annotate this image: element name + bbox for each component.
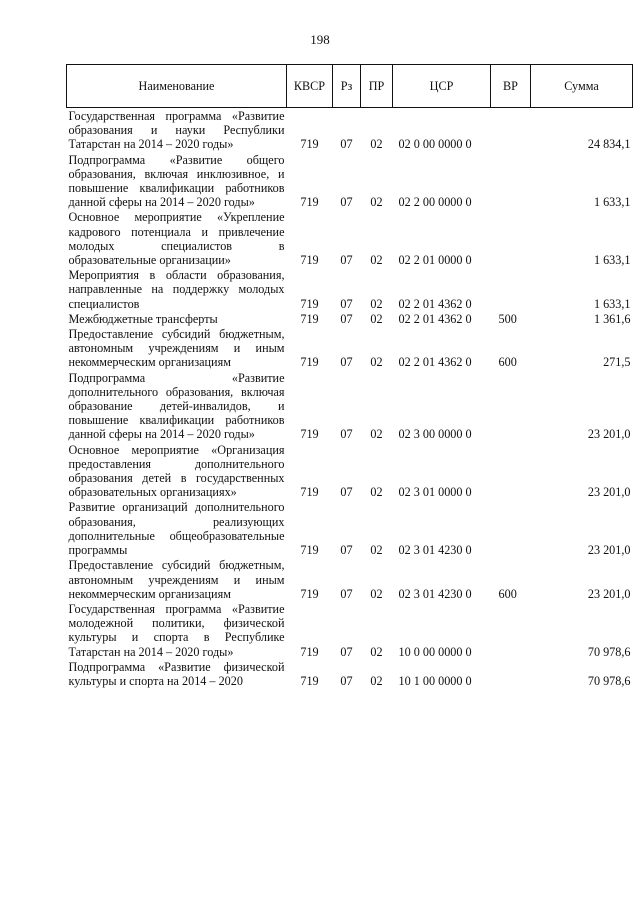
cell-csr: 02 2 01 4362 0 — [398, 311, 472, 326]
cell-vr — [491, 601, 531, 659]
cell-kvsr: 719 — [300, 485, 319, 500]
cell-sum: 23 201,0 — [587, 543, 631, 558]
cell-vr — [491, 370, 531, 442]
cell-name: Подпрограмма «Развитие общего образования, включая инклюзивное, и повышение квалификации работников данной сферы на 2014 – 2020 годы» — [68, 152, 285, 210]
cell-sum: 24 834,1 — [587, 137, 631, 152]
cell-kvsr: 719 — [300, 296, 319, 311]
cell-vr — [491, 152, 531, 210]
cell-pr: 02 — [370, 137, 383, 152]
cell-rz: 07 — [340, 253, 353, 268]
cell-kvsr: 719 — [300, 137, 319, 152]
cell-rz: 07 — [340, 586, 353, 601]
table-header-row — [67, 65, 633, 108]
table-row — [67, 209, 633, 267]
cell-name: Предоставление субсидий бюджетным, автономным учреждениям и иным некоммерческим организациям — [68, 558, 285, 601]
cell-rz: 07 — [340, 296, 353, 311]
table-row — [67, 442, 633, 500]
cell-sum: 1 633,1 — [593, 296, 631, 311]
cell-csr: 02 3 01 0000 0 — [398, 485, 472, 500]
cell-pr: 02 — [370, 253, 383, 268]
cell-name: Подпрограмма «Развитие дополнительного образования, включая образование детей-инвалидов, и повышение квалификации работников данной сферы на 2014 – 2020 годы» — [68, 370, 285, 442]
cell-rz: 07 — [340, 644, 353, 659]
cell-name: Государственная программа «Развитие молодежной политики, физической культуры и спорта в Республике Татарстан на 2014 – 2020 годы» — [68, 601, 285, 659]
cell-kvsr: 719 — [300, 311, 319, 326]
cell-vr — [491, 108, 531, 152]
cell-kvsr: 719 — [300, 586, 319, 601]
cell-sum: 1 633,1 — [593, 253, 631, 268]
cell-pr: 02 — [370, 586, 383, 601]
cell-vr — [491, 209, 531, 267]
cell-pr: 02 — [370, 543, 383, 558]
cell-kvsr: 719 — [300, 673, 319, 688]
cell-kvsr: 719 — [300, 355, 319, 370]
header-pr: ПР — [361, 65, 393, 108]
cell-csr: 02 3 01 4230 0 — [398, 586, 472, 601]
cell-csr: 02 2 01 0000 0 — [398, 253, 472, 268]
cell-name: Государственная программа «Развитие образования и науки Республики Татарстан на 2014 – 2020 годы» — [68, 109, 285, 152]
cell-vr: 600 — [498, 355, 517, 370]
cell-rz: 07 — [340, 673, 353, 688]
cell-pr: 02 — [370, 427, 383, 442]
cell-csr: 02 2 01 4362 0 — [398, 355, 472, 370]
cell-csr: 02 3 00 0000 0 — [398, 427, 472, 442]
cell-sum: 70 978,6 — [587, 644, 631, 659]
cell-name: Основное мероприятие «Укрепление кадрового потенциала и привлечение молодых специалистов в образовательные организации» — [68, 210, 285, 268]
table-body — [67, 108, 633, 689]
cell-pr: 02 — [370, 311, 383, 326]
cell-vr: 600 — [498, 586, 517, 601]
table-row — [67, 152, 633, 210]
cell-rz: 07 — [340, 137, 353, 152]
cell-kvsr: 719 — [300, 543, 319, 558]
header-name: Наименование — [67, 65, 287, 108]
cell-pr: 02 — [370, 673, 383, 688]
cell-vr — [491, 267, 531, 311]
cell-rz: 07 — [340, 195, 353, 210]
table-row — [67, 499, 633, 557]
cell-pr: 02 — [370, 485, 383, 500]
budget-table — [66, 64, 633, 688]
cell-pr: 02 — [370, 296, 383, 311]
page-number: 198 — [310, 32, 330, 47]
cell-sum: 271,5 — [603, 355, 631, 370]
table-row — [67, 557, 633, 601]
cell-sum: 23 201,0 — [587, 586, 631, 601]
table-row — [67, 659, 633, 688]
cell-name: Предоставление субсидий бюджетным, автономным учреждениям и иным некоммерческим организациям — [68, 327, 285, 370]
cell-csr: 02 2 01 4362 0 — [398, 296, 472, 311]
header-kvsr: КВСР — [287, 65, 333, 108]
cell-vr: 500 — [498, 311, 517, 326]
cell-vr — [491, 499, 531, 557]
cell-sum: 23 201,0 — [587, 427, 631, 442]
cell-name: Основное мероприятие «Организация предоставления дополнительного образования детей в государственных образовательных организациях» — [68, 442, 285, 500]
header-vr: ВР — [491, 65, 531, 108]
cell-vr — [491, 442, 531, 500]
cell-rz: 07 — [340, 427, 353, 442]
header-sum: Сумма — [531, 65, 633, 108]
cell-csr: 10 1 00 0000 0 — [398, 673, 472, 688]
cell-pr: 02 — [370, 644, 383, 659]
cell-kvsr: 719 — [300, 427, 319, 442]
cell-sum: 1 633,1 — [593, 195, 631, 210]
table-row — [67, 267, 633, 311]
cell-sum: 70 978,6 — [587, 673, 631, 688]
cell-pr: 02 — [370, 195, 383, 210]
table-row — [67, 311, 633, 326]
table-row — [67, 326, 633, 370]
cell-pr: 02 — [370, 355, 383, 370]
cell-sum: 23 201,0 — [587, 485, 631, 500]
cell-rz: 07 — [340, 485, 353, 500]
cell-rz: 07 — [340, 355, 353, 370]
cell-name: Подпрограмма «Развитие физической культуры и спорта на 2014 – 2020 — [68, 659, 285, 688]
cell-vr — [491, 659, 531, 688]
table-row — [67, 370, 633, 442]
cell-kvsr: 719 — [300, 644, 319, 659]
table-row — [67, 601, 633, 659]
cell-rz: 07 — [340, 543, 353, 558]
cell-kvsr: 719 — [300, 195, 319, 210]
header-rz: Рз — [333, 65, 361, 108]
cell-name: Развитие организаций дополнительного образования, реализующих дополнительные общеобразовательные программы — [68, 500, 285, 558]
cell-kvsr: 719 — [300, 253, 319, 268]
cell-csr: 02 3 01 4230 0 — [398, 543, 472, 558]
cell-name: Межбюджетные трансферты — [68, 311, 218, 326]
cell-csr: 10 0 00 0000 0 — [398, 644, 472, 659]
cell-csr: 02 0 00 0000 0 — [398, 137, 472, 152]
table-row — [67, 108, 633, 152]
cell-rz: 07 — [340, 311, 353, 326]
cell-name: Мероприятия в области образования, направленные на поддержку молодых специалистов — [68, 268, 285, 311]
cell-csr: 02 2 00 0000 0 — [398, 195, 472, 210]
header-csr: ЦСР — [393, 65, 491, 108]
cell-sum: 1 361,6 — [593, 311, 631, 326]
